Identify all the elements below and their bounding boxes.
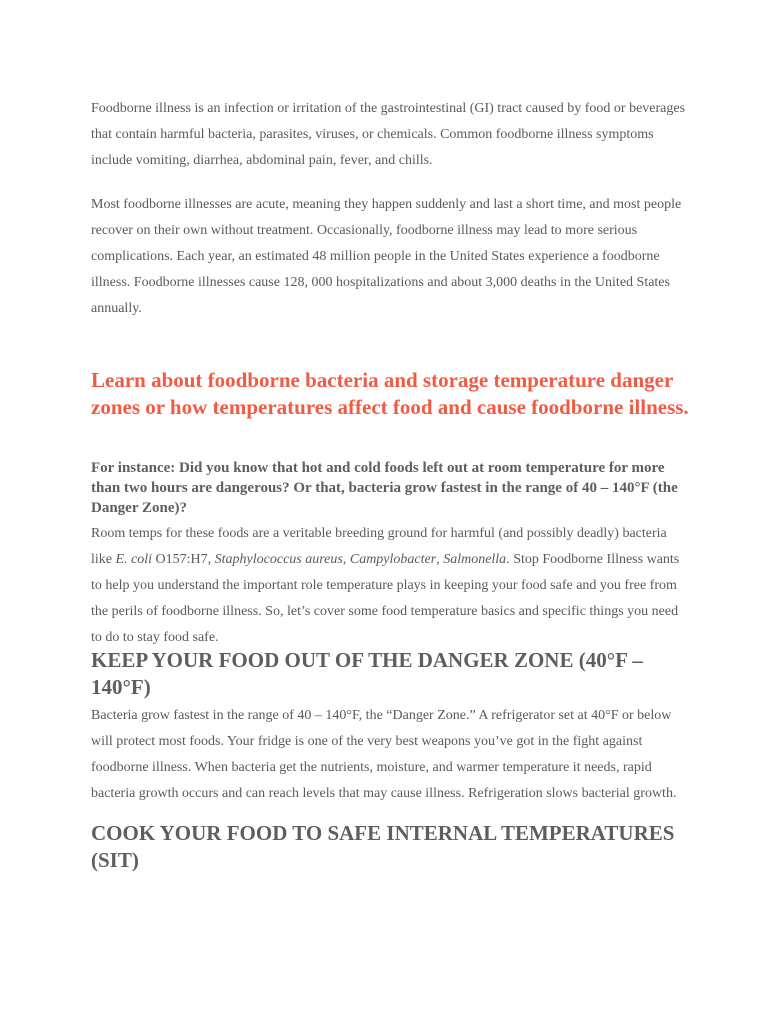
- bacteria-salmonella: Salmonella: [443, 552, 507, 567]
- intro-section: [91, 96, 691, 322]
- danger-zone-heading: KEEP YOUR FOOD OUT OF THE DANGER ZONE (40°F – 140°F): [91, 648, 643, 699]
- room-temps-intro: Room temps for these foods are a veritable breeding ground for harmful (and possibly deadly) bacteria like: [91, 526, 667, 567]
- separator: ,: [342, 552, 350, 567]
- danger-zone-paragraph: Bacteria grow fastest in the range of 40 – 140°F, the “Danger Zone.” A refrigerator set at 40°F or below will protect most foods. Your fridge is one of the very best weapons you’ve got in the fight against foodborne illness. When bacteria get the nutrients, moisture, and warmer temperature it needs, rapid bacteria growth occurs and can reach levels that may cause illness. Refrigeration slows bacterial growth.: [91, 708, 677, 801]
- separator: ,: [436, 552, 444, 567]
- bacteria-campylobacter: Campylobacter: [349, 552, 437, 567]
- instance-subheading: For instance: Did you know that hot and cold foods left out at room temperature for more than two hours are dangerous? Or that, bacteria grow fastest in the range of 40 – 140°F (the Danger Zone)?: [91, 460, 678, 516]
- bacteria-strain: O157:H7,: [152, 552, 215, 567]
- intro-paragraph-1: Foodborne illness is an infection or irritation of the gastrointestinal (GI) tract caused by food or beverages that contain harmful bacteria, parasites, viruses, or chemicals. Common foodborne illness symptoms include vomiting, diarrhea, abdominal pain, fever, and chills.: [91, 101, 686, 168]
- room-temps-paragraph: [91, 521, 691, 651]
- safe-temperatures-heading: COOK YOUR FOOD TO SAFE INTERNAL TEMPERATURES (SIT): [91, 821, 675, 872]
- learn-heading: Learn about foodborne bacteria and storage temperature danger zones or how temperatures affect food and cause foodborne illness.: [91, 368, 689, 419]
- intro-paragraph-2: Most foodborne illnesses are acute, meaning they happen suddenly and last a short time, and most people recover on their own without treatment. Occasionally, foodborne illness may lead to more serious complications. Each year, an estimated 48 million people in the United States experience a foodborne illness. Foodborne illnesses cause 128, 000 hospitalizations and about 3,000 deaths in the United States annually.: [91, 197, 682, 316]
- bacteria-ecoli: E. coli: [115, 552, 153, 567]
- bacteria-staph: Staphylococcus aureus: [214, 552, 343, 567]
- room-temps-rest: . Stop Foodborne Illness wants to help you understand the important role temperature plays in keeping your food safe and you free from the perils of foodborne illness. So, let’s cover some food temperature basics and specific things you need to do to stay food safe.: [91, 552, 680, 645]
